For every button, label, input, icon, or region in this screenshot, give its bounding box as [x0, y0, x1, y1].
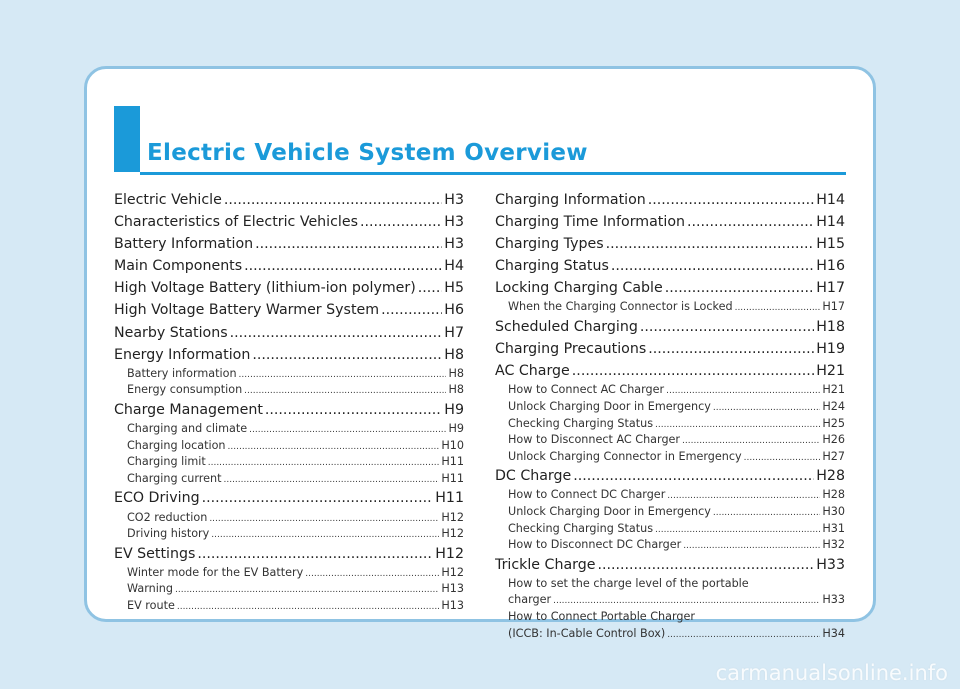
- toc-page-number: H24: [822, 399, 845, 413]
- toc-dot-leader: [713, 505, 820, 521]
- toc-subsection-entry[interactable]: [114, 471, 464, 488]
- toc-dot-leader: [648, 189, 815, 211]
- toc-dot-leader: [665, 277, 815, 299]
- toc-page-number: H11: [441, 455, 464, 469]
- toc-page-number: H15: [816, 236, 845, 253]
- toc-dot-leader: [418, 277, 443, 299]
- toc-section-entry[interactable]: [495, 316, 845, 338]
- toc-entry-title: Electric Vehicle: [114, 192, 222, 208]
- toc-dot-leader: [687, 211, 814, 233]
- toc-dot-leader: [209, 511, 439, 527]
- toc-subsection-entry[interactable]: [114, 510, 464, 527]
- toc-entry-title: Charging Types: [495, 236, 604, 253]
- toc-page-number: H14: [816, 214, 845, 231]
- toc-section-entry[interactable]: [495, 211, 845, 233]
- toc-subsection-entry[interactable]: [495, 626, 845, 643]
- toc-page-number: H8: [448, 383, 464, 397]
- toc-entry-title: How to Connect DC Charger: [508, 488, 666, 502]
- toc-entry-title: EV route: [127, 598, 175, 612]
- toc-dot-leader: [683, 538, 820, 554]
- toc-section-entry[interactable]: [114, 543, 464, 565]
- toc-entry-title: Characteristics of Electric Vehicles: [114, 214, 358, 231]
- toc-page-number: H33: [816, 556, 845, 573]
- toc-dot-leader: [239, 367, 447, 383]
- toc-dot-leader: [667, 488, 820, 504]
- toc-page-number: H18: [816, 319, 845, 336]
- toc-section-entry[interactable]: [495, 233, 845, 255]
- toc-page-number: H12: [441, 527, 464, 541]
- toc-subsection-entry[interactable]: [495, 449, 845, 466]
- toc-entry-title: (ICCB: In-Cable Control Box): [508, 626, 666, 640]
- toc-page-number: H14: [816, 192, 845, 208]
- toc-page-number: H12: [441, 565, 464, 579]
- toc-subsection-entry[interactable]: [495, 592, 845, 609]
- toc-page-number: H6: [444, 302, 464, 319]
- toc-dot-leader: [381, 299, 442, 321]
- toc-section-entry[interactable]: [495, 554, 845, 576]
- toc-dot-leader: [606, 233, 815, 255]
- toc-page-number: H21: [822, 383, 845, 397]
- toc-section-entry[interactable]: [495, 360, 845, 382]
- toc-section-entry[interactable]: [114, 211, 464, 233]
- toc-dot-leader: [713, 400, 820, 416]
- toc-dot-leader: [177, 599, 440, 615]
- toc-section-entry[interactable]: [495, 465, 845, 487]
- toc-entry-title: Locking Charging Cable: [495, 280, 663, 297]
- toc-section-entry[interactable]: [495, 189, 845, 211]
- toc-page-number: H17: [822, 300, 845, 314]
- toc-subsection-entry[interactable]: [495, 576, 845, 593]
- toc-section-entry[interactable]: [114, 277, 464, 299]
- toc-entry-title: ECO Driving: [114, 490, 200, 507]
- toc-page-number: H13: [441, 582, 464, 596]
- toc-dot-leader: [667, 627, 820, 643]
- toc-subsection-entry[interactable]: [495, 416, 845, 433]
- toc-dot-leader: [208, 455, 440, 471]
- toc-page-number: H28: [822, 488, 845, 502]
- toc-entry-title: Winter mode for the EV Battery: [127, 565, 304, 579]
- page-title: Electric Vehicle System Overview: [147, 140, 588, 166]
- toc-subsection-entry[interactable]: [114, 454, 464, 471]
- toc-subsection-entry[interactable]: [114, 565, 464, 582]
- toc-page-number: H27: [822, 449, 845, 463]
- toc-entry-title: Energy Information: [114, 346, 251, 363]
- toc-page-number: H34: [822, 626, 845, 640]
- toc-page-number: H8: [444, 346, 464, 363]
- toc-dot-leader: [255, 233, 442, 255]
- toc-entry-title: Unlock Charging Door in Emergency: [508, 399, 711, 413]
- toc-section-entry[interactable]: [114, 299, 464, 321]
- toc-subsection-entry[interactable]: [495, 609, 845, 626]
- toc-entry-title: When the Charging Connector is Locked: [508, 300, 733, 314]
- toc-dot-leader: [224, 189, 442, 211]
- toc-page-number: H11: [435, 490, 464, 507]
- toc-section-entry[interactable]: [114, 255, 464, 277]
- toc-entry-title: Charging limit: [127, 455, 206, 469]
- toc-entry-title: charger: [508, 593, 552, 607]
- toc-page-number: H10: [441, 438, 464, 452]
- toc-subsection-entry[interactable]: [495, 382, 845, 399]
- toc-subsection-entry[interactable]: [114, 598, 464, 615]
- toc-dot-leader: [175, 582, 439, 598]
- toc-dot-leader: [573, 465, 814, 487]
- toc-entry-title: Charging Time Information: [495, 214, 685, 231]
- toc-page-number: H5: [444, 280, 464, 297]
- toc-entry-title: Charging Information: [495, 192, 646, 208]
- toc-section-entry[interactable]: [495, 255, 845, 277]
- toc-entry-title: Battery Information: [114, 236, 254, 253]
- toc-page-number: H31: [822, 521, 845, 535]
- toc-dot-leader: [611, 255, 814, 277]
- toc-page-number: H9: [448, 422, 464, 436]
- toc-entry-title: High Voltage Battery (lithium-ion polymer): [114, 280, 416, 297]
- toc-section-entry[interactable]: [114, 233, 464, 255]
- toc-dot-leader: [666, 383, 820, 399]
- toc-page-number: H19: [816, 341, 845, 358]
- toc-subsection-entry[interactable]: [114, 581, 464, 598]
- toc-page-number: H9: [444, 401, 464, 418]
- toc-page-number: H13: [441, 598, 464, 612]
- toc-dot-leader: [244, 255, 442, 277]
- toc-section-entry[interactable]: [114, 189, 464, 211]
- toc-dot-leader: [360, 211, 442, 233]
- toc-page-number: H3: [444, 214, 464, 231]
- toc-page-number: H3: [444, 192, 464, 208]
- toc-entry-title: CO2 reduction: [127, 510, 208, 524]
- title-accent-bar: [114, 106, 140, 172]
- toc-entry-title: How to Disconnect AC Charger: [508, 433, 681, 447]
- toc-entry-title: Charging and climate: [127, 422, 248, 436]
- toc-entry-title: How to Connect AC Charger: [508, 383, 665, 397]
- toc-section-entry[interactable]: [114, 322, 464, 344]
- toc-subsection-entry[interactable]: [495, 487, 845, 504]
- toc-dot-leader: [252, 344, 442, 366]
- toc-entry-title: DC Charge: [495, 468, 572, 485]
- toc-entry-title: Nearby Stations: [114, 324, 228, 341]
- toc-entry-title: How to Connect Portable Charger: [508, 610, 695, 624]
- toc-subsection-entry[interactable]: [114, 438, 464, 455]
- toc-section-entry[interactable]: [495, 277, 845, 299]
- toc-dot-leader: [735, 300, 821, 316]
- toc-dot-leader: [230, 322, 443, 344]
- toc-left-column: [114, 189, 464, 615]
- toc-page-number: H25: [822, 416, 845, 430]
- toc-subsection-entry[interactable]: [495, 399, 845, 416]
- toc-page-number: H21: [816, 363, 845, 380]
- toc-page-number: H11: [441, 471, 464, 485]
- toc-subsection-entry[interactable]: [495, 521, 845, 538]
- toc-subsection-entry[interactable]: [495, 432, 845, 449]
- toc-dot-leader: [265, 399, 442, 421]
- toc-entry-title: Battery information: [127, 366, 237, 380]
- toc-page-number: H8: [448, 366, 464, 380]
- toc-entry-title: AC Charge: [495, 363, 570, 380]
- toc-page-number: H28: [816, 468, 845, 485]
- toc-page-number: H32: [822, 538, 845, 552]
- toc-entry-title: Charging Status: [495, 258, 609, 275]
- toc-dot-leader: [202, 487, 434, 509]
- toc-dot-leader: [211, 527, 439, 543]
- toc-entry-title: High Voltage Battery Warmer System: [114, 302, 380, 319]
- toc-entry-title: Unlock Charging Connector in Emergency: [508, 449, 742, 463]
- toc-page-number: H12: [441, 510, 464, 524]
- title-underline: [140, 172, 846, 175]
- toc-dot-leader: [682, 433, 820, 449]
- toc-entry-title: Warning: [127, 582, 173, 596]
- toc-dot-leader: [553, 593, 820, 609]
- toc-entry-title: How to Disconnect DC Charger: [508, 538, 682, 552]
- toc-page-number: H12: [435, 545, 464, 562]
- toc-subsection-entry[interactable]: [114, 526, 464, 543]
- toc-dot-leader: [640, 316, 814, 338]
- toc-dot-leader: [223, 472, 439, 488]
- toc-subsection-entry[interactable]: [495, 299, 845, 316]
- toc-entry-title: Charge Management: [114, 401, 263, 418]
- toc-entry-title: Main Components: [114, 258, 243, 275]
- toc-section-entry[interactable]: [114, 487, 464, 509]
- toc-subsection-entry[interactable]: [495, 504, 845, 521]
- toc-subsection-entry[interactable]: [495, 537, 845, 554]
- toc-entry-title: Checking Charging Status: [508, 416, 654, 430]
- toc-section-entry[interactable]: [114, 399, 464, 421]
- toc-section-entry[interactable]: [495, 338, 845, 360]
- toc-dot-leader: [197, 543, 433, 565]
- toc-entry-title: Charging current: [127, 471, 222, 485]
- toc-dot-leader: [655, 417, 820, 433]
- toc-page-number: H30: [822, 505, 845, 518]
- toc-page-number: H7: [444, 324, 464, 341]
- toc-entry-title: EV Settings: [114, 545, 196, 562]
- toc-dot-leader: [744, 450, 821, 466]
- toc-entry-title: Energy consumption: [127, 383, 243, 397]
- toc-subsection-entry[interactable]: [114, 382, 464, 399]
- toc-right-column: [495, 189, 845, 642]
- toc-entry-title: Scheduled Charging: [495, 319, 638, 336]
- toc-dot-leader: [572, 360, 814, 382]
- toc-entry-title: Driving history: [127, 527, 210, 541]
- toc-page-number: H26: [822, 433, 845, 447]
- toc-page-number: H17: [816, 280, 845, 297]
- toc-dot-leader: [244, 383, 446, 399]
- toc-dot-leader: [228, 439, 440, 455]
- toc-dot-leader: [597, 554, 814, 576]
- toc-subsection-entry[interactable]: [114, 421, 464, 438]
- toc-page-number: H33: [822, 593, 845, 607]
- toc-entry-title: Charging location: [127, 438, 226, 452]
- toc-page-number: H4: [444, 258, 464, 275]
- toc-entry-title: Charging Precautions: [495, 341, 647, 358]
- toc-page-number: H16: [816, 258, 845, 275]
- toc-dot-leader: [305, 566, 439, 582]
- toc-dot-leader: [655, 522, 820, 538]
- toc-entry-title: How to set the charge level of the portable: [508, 576, 749, 590]
- watermark: carmanualsonline.info: [715, 661, 948, 685]
- toc-entry-title: Unlock Charging Door in Emergency: [508, 505, 711, 518]
- toc-entry-title: Trickle Charge: [495, 556, 596, 573]
- toc-entry-title: Checking Charging Status: [508, 521, 654, 535]
- toc-dot-leader: [648, 338, 814, 360]
- toc-section-entry[interactable]: [114, 344, 464, 366]
- toc-subsection-entry[interactable]: [114, 366, 464, 383]
- toc-page-number: H3: [444, 236, 464, 253]
- toc-dot-leader: [249, 422, 446, 438]
